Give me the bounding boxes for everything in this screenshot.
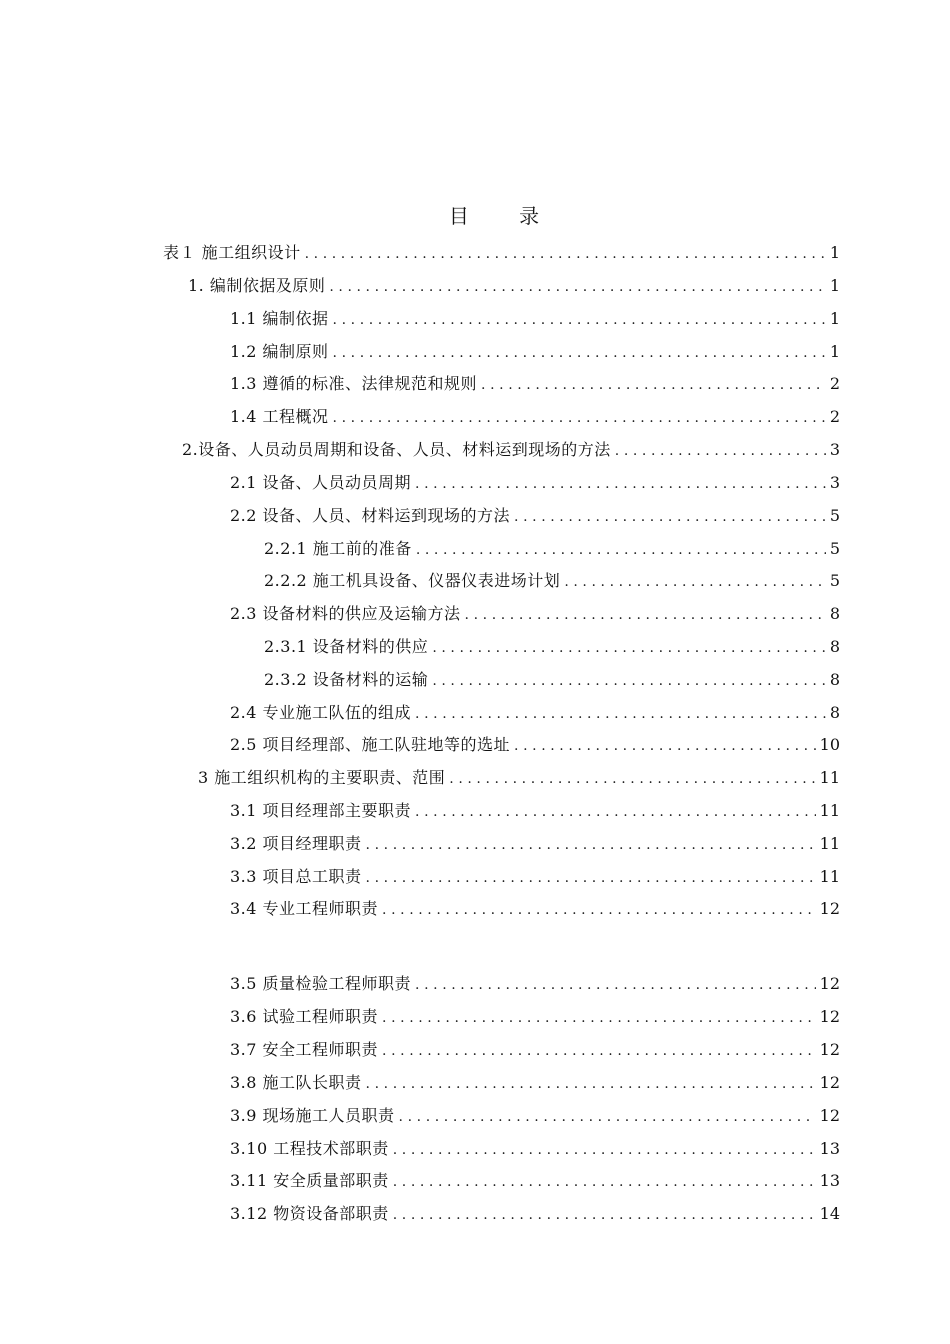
- toc-entry-page: 12: [819, 1073, 840, 1092]
- toc-entry-label: 2.3.2 设备材料的运输: [264, 670, 429, 689]
- toc-entry-label: 1.1 编制依据: [230, 309, 329, 328]
- toc-entry[interactable]: [230, 866, 840, 888]
- toc-dot-leader: [366, 834, 816, 856]
- toc-dot-leader: [481, 374, 826, 396]
- toc-entry[interactable]: [230, 1072, 840, 1094]
- toc-entry-label: 2.2.1 施工前的准备: [264, 539, 412, 558]
- toc-dot-leader: [416, 539, 826, 561]
- toc-dot-leader: [415, 703, 826, 725]
- toc-entry[interactable]: [264, 538, 840, 560]
- toc-dot-leader: [382, 1007, 816, 1029]
- toc-entry-label: 3.4 专业工程师职责: [230, 899, 379, 918]
- toc-entry-page: 14: [819, 1204, 840, 1223]
- toc-entry-label: 3.11 安全质量部职责: [230, 1171, 389, 1190]
- toc-entry-page: 11: [819, 801, 840, 820]
- toc-entry-label: 2.设备、人员动员周期和设备、人员、材料运到现场的方法: [182, 440, 611, 459]
- toc-entry-page: 11: [819, 768, 840, 787]
- toc-entry[interactable]: [230, 373, 840, 395]
- toc-dot-leader: [564, 571, 826, 593]
- toc-dot-leader: [465, 604, 826, 626]
- toc-entry[interactable]: [230, 734, 840, 756]
- toc-entry[interactable]: [230, 505, 840, 527]
- toc-entry-page: 2: [829, 374, 840, 393]
- toc-entry[interactable]: [198, 767, 840, 789]
- toc-entry[interactable]: [264, 570, 840, 592]
- toc-dot-leader: [382, 1040, 816, 1062]
- toc-entry-label: 3.3 项目总工职责: [230, 867, 362, 886]
- toc-entry-page: 12: [819, 1007, 840, 1026]
- toc-dot-leader: [393, 1171, 816, 1193]
- toc-entry-label: 1.3 遵循的标准、法律规范和规则: [230, 374, 478, 393]
- toc-dot-leader: [333, 342, 826, 364]
- toc-entry-page: 1: [829, 276, 840, 295]
- toc-entry[interactable]: [264, 669, 840, 691]
- toc-entry-page: 12: [819, 1040, 840, 1059]
- toc-entry[interactable]: [230, 603, 840, 625]
- toc-dot-leader: [393, 1204, 816, 1226]
- toc-entry[interactable]: [230, 1039, 840, 1061]
- toc-dot-leader: [399, 1106, 816, 1128]
- toc-dot-leader: [514, 735, 816, 757]
- toc-entry[interactable]: [230, 973, 840, 995]
- toc-dot-leader: [415, 473, 826, 495]
- toc-entry-label: 1. 编制依据及原则: [188, 276, 326, 295]
- toc-entry-page: 3: [829, 473, 840, 492]
- toc-entry-label: 3.9 现场施工人员职责: [230, 1106, 395, 1125]
- toc-dot-leader: [333, 309, 826, 331]
- toc-entry-label: 2.3.1 设备材料的供应: [264, 637, 429, 656]
- toc-entry-label: 1.4 工程概况: [230, 407, 329, 426]
- toc-entry-page: 5: [829, 506, 840, 525]
- toc-entry-label: 2.2 设备、人员、材料运到现场的方法: [230, 506, 511, 525]
- toc-entry-page: 10: [819, 735, 840, 754]
- toc-entry-page: 13: [819, 1139, 840, 1158]
- toc-entry-page: 13: [819, 1171, 840, 1190]
- toc-entry[interactable]: [230, 898, 840, 920]
- toc-entry-page: 3: [829, 440, 840, 459]
- toc-entry[interactable]: [230, 1203, 840, 1225]
- toc-entry[interactable]: [230, 472, 840, 494]
- toc-entry[interactable]: [230, 702, 840, 724]
- toc-entry-label: 3 施工组织机构的主要职责、范围: [198, 768, 446, 787]
- toc-entry-page: 12: [819, 974, 840, 993]
- toc-entry-page: 8: [829, 703, 840, 722]
- toc-dot-leader: [333, 407, 826, 429]
- toc-dot-leader: [366, 1073, 816, 1095]
- toc-entry[interactable]: [230, 800, 840, 822]
- toc-entry-label: 3.2 项目经理职责: [230, 834, 362, 853]
- toc-entry[interactable]: [188, 275, 840, 297]
- toc-entry-page: 12: [819, 899, 840, 918]
- toc-entry[interactable]: [230, 308, 840, 330]
- toc-entry[interactable]: [264, 636, 840, 658]
- toc-entry[interactable]: [230, 1105, 840, 1127]
- toc-dot-leader: [305, 243, 826, 265]
- toc-entry-label: 2.4 专业施工队伍的组成: [230, 703, 412, 722]
- toc-dot-leader: [393, 1139, 816, 1161]
- toc-entry-label: 表１ 施工组织设计: [163, 243, 301, 262]
- toc-entry[interactable]: [182, 439, 840, 461]
- toc-entry[interactable]: [230, 833, 840, 855]
- toc-dot-leader: [382, 899, 816, 921]
- toc-entry-label: 3.7 安全工程师职责: [230, 1040, 379, 1059]
- toc-entry-page: 2: [829, 407, 840, 426]
- toc-entry-page: 1: [829, 342, 840, 361]
- toc-dot-leader: [432, 637, 826, 659]
- toc-entry-label: 3.10 工程技术部职责: [230, 1139, 389, 1158]
- toc-entry-label: 3.1 项目经理部主要职责: [230, 801, 412, 820]
- toc-entry-page: 1: [829, 243, 840, 262]
- toc-entry-label: 2.3 设备材料的供应及运输方法: [230, 604, 461, 623]
- toc-entry[interactable]: [230, 1138, 840, 1160]
- toc-entry-page: 11: [819, 867, 840, 886]
- toc-entry-label: 1.2 编制原则: [230, 342, 329, 361]
- toc-entry-page: 8: [829, 670, 840, 689]
- toc-entry-label: 3.12 物资设备部职责: [230, 1204, 389, 1223]
- toc-entry-page: 12: [819, 1106, 840, 1125]
- toc-dot-leader: [415, 801, 816, 823]
- toc-entry[interactable]: [230, 1006, 840, 1028]
- toc-entry-page: 1: [829, 309, 840, 328]
- toc-dot-leader: [329, 276, 825, 298]
- toc-entry-label: 2.5 项目经理部、施工队驻地等的选址: [230, 735, 511, 754]
- toc-entry-label: 3.5 质量检验工程师职责: [230, 974, 412, 993]
- toc-entry-page: 5: [829, 571, 840, 590]
- toc-entry[interactable]: [230, 341, 840, 363]
- toc-dot-leader: [366, 867, 816, 889]
- toc-entry-label: 3.6 试验工程师职责: [230, 1007, 379, 1026]
- toc-entry[interactable]: [230, 406, 840, 428]
- toc-entry-page: 8: [829, 637, 840, 656]
- toc-entry[interactable]: [230, 1170, 840, 1192]
- toc-dot-leader: [432, 670, 826, 692]
- toc-dot-leader: [415, 974, 816, 996]
- toc-title: 目 录: [448, 204, 562, 228]
- toc-dot-leader: [615, 440, 826, 462]
- toc-entry-page: 11: [819, 834, 840, 853]
- toc-entry-page: 8: [829, 604, 840, 623]
- toc-dot-leader: [514, 506, 826, 528]
- toc-entry-page: 5: [829, 539, 840, 558]
- toc-entry-label: 2.1 设备、人员动员周期: [230, 473, 412, 492]
- toc-entry-label: 3.8 施工队长职责: [230, 1073, 362, 1092]
- toc-entry-label: 2.2.2 施工机具设备、仪器仪表进场计划: [264, 571, 561, 590]
- toc-dot-leader: [449, 768, 815, 790]
- toc-entry[interactable]: [163, 242, 840, 264]
